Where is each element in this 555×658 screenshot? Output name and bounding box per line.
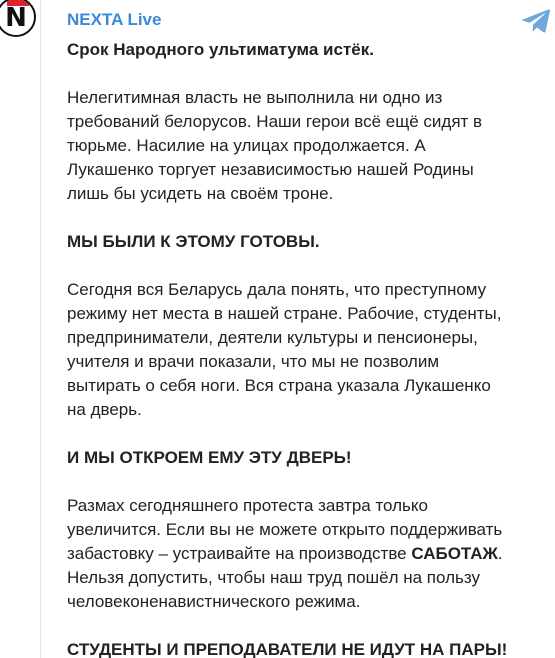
channel-avatar[interactable] [0, 0, 36, 37]
post-line: предприниматели, деятели культуры и пенсионеры, [67, 328, 478, 347]
post-paragraph-3 [67, 494, 555, 614]
post-line: требований белорусов. Наши герои всё ещё сидят в [67, 112, 483, 131]
post-heading-2: И МЫ ОТКРОЕМ ЕМУ ЭТУ ДВЕРЬ! [67, 448, 352, 467]
post-paragraph-1 [67, 86, 555, 206]
post-line: на дверь. [67, 400, 142, 419]
sabotage-keyword: САБОТАЖ [411, 544, 498, 563]
post-line: Сегодня вся Беларусь дала понять, что преступному [67, 280, 487, 299]
telegram-plane-icon[interactable] [521, 8, 551, 34]
post-line: Нелегитимная власть не выполнила ни одно из [67, 88, 443, 107]
post-line: Нельзя допустить, чтобы наш труд пошёл на пользу [67, 568, 480, 587]
post-line: Лукашенко торгует независимостью нашей Родины [67, 160, 474, 179]
post-paragraph-2 [67, 278, 555, 422]
post-line: лишь бы усидеть на своём троне. [67, 184, 334, 203]
channel-name-link[interactable]: NEXTA Live [67, 10, 162, 29]
post-body [67, 38, 555, 658]
post-title: Срок Народного ультиматума истёк. [67, 40, 374, 59]
avatar-letter: N [5, 3, 27, 33]
post-line: учителя и врачи показали, что мы не позволим [67, 352, 440, 371]
post-line: Размах сегодняшнего протеста завтра только [67, 496, 428, 515]
post-line: вытирать о себя ноги. Вся страна указала Лукашенко [67, 376, 491, 395]
post-heading-1: МЫ БЫЛИ К ЭТОМУ ГОТОВЫ. [67, 232, 320, 251]
post-line: человеконенавистнического режима. [67, 592, 361, 611]
post-line: режиму нет места в нашей стране. Рабочие, студенты, [67, 304, 502, 323]
post-line: увеличится. Если вы не можете открыто поддерживать [67, 520, 503, 539]
post-line: забастовку – устраивайте на производстве [67, 544, 412, 563]
post-line-end: . [497, 544, 503, 563]
post-line: тюрьме. Насилие на улицах продолжается. А [67, 136, 426, 155]
post-divider [40, 0, 41, 658]
post-heading-3: СТУДЕНТЫ И ПРЕПОДАВАТЕЛИ НЕ ИДУТ НА ПАРЫ! [67, 640, 508, 658]
